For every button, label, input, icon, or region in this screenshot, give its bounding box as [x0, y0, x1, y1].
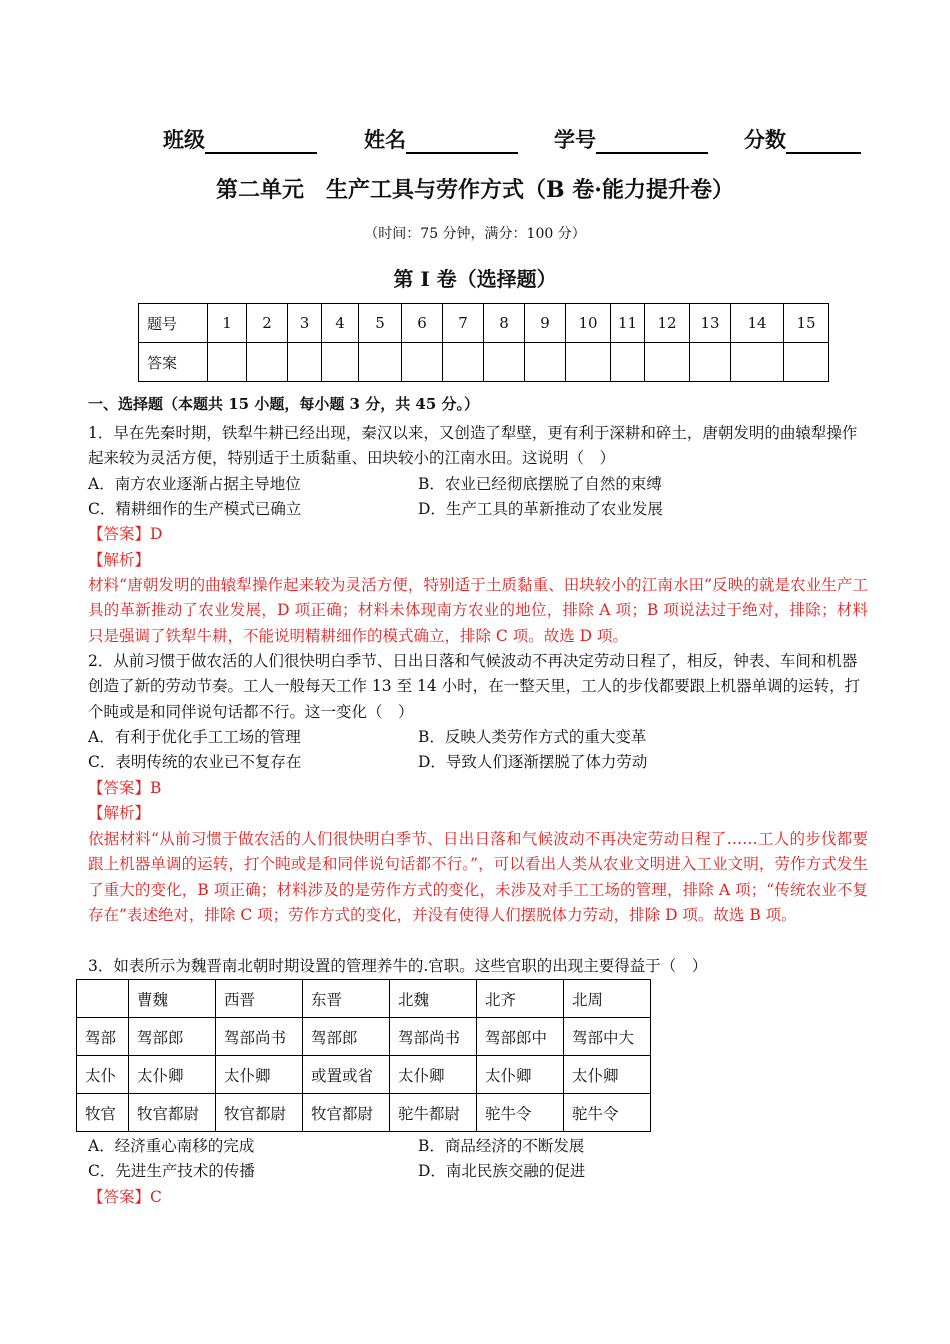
- answer-cell[interactable]: [359, 343, 402, 382]
- answer-grid-number-row: [139, 304, 829, 343]
- table-cell: 驾部郎: [129, 1018, 216, 1056]
- table-cell: 驾部郎中: [477, 1018, 564, 1056]
- question-number: 10: [566, 304, 611, 343]
- answer-cell[interactable]: [484, 343, 525, 382]
- question-number: 8: [484, 304, 525, 343]
- table-cell: 牧官都尉: [216, 1094, 303, 1132]
- table-header-cell: 曹魏: [129, 980, 216, 1018]
- table-cell: 牧官都尉: [129, 1094, 216, 1132]
- table-cell: 驼牛令: [564, 1094, 651, 1132]
- answer-cell[interactable]: [690, 343, 731, 382]
- q1-analysis-label: 【解析】: [88, 551, 151, 569]
- table-cell: 或置或省: [303, 1056, 390, 1094]
- q1-answer: 【答案】D: [88, 525, 163, 543]
- table-cell: 驼牛都尉: [390, 1094, 477, 1132]
- answer-grid: [138, 303, 829, 382]
- q1-option-b: B．农业已经彻底摆脱了自然的束缚: [418, 475, 662, 493]
- table-row: [77, 980, 651, 1018]
- q3-stem: 3．如表所示为魏晋南北朝时期设置的管理养牛的.官职。这些官职的出现主要得益于（ ）: [88, 957, 708, 975]
- table-header-cell: 北魏: [390, 980, 477, 1018]
- question-number: 15: [784, 304, 829, 343]
- answer-cell[interactable]: [645, 343, 690, 382]
- table-row: [77, 1018, 651, 1056]
- student-id-label: 学号: [554, 127, 596, 152]
- q2-option-c: C．表明传统的农业已不复存在: [88, 753, 302, 771]
- answer-grid-answer-row: [139, 343, 829, 382]
- student-id-blank[interactable]: [596, 130, 708, 154]
- q1-option-c: C．精耕细作的生产模式已确立: [88, 500, 302, 518]
- question-number: 9: [525, 304, 566, 343]
- answer-row-label: 答案: [139, 343, 208, 382]
- q2-option-d: D．导致人们逐渐摆脱了体力劳动: [418, 753, 648, 771]
- section-heading: 一、选择题（本题共 15 小题，每小题 3 分，共 45 分。）: [88, 395, 480, 413]
- table-cell: 驾部郎: [303, 1018, 390, 1056]
- question-number: 7: [443, 304, 484, 343]
- q3-option-b: B．商品经济的不断发展: [418, 1137, 585, 1155]
- q2-stem: 2．从前习惯于做农活的人们很快明白季节、日出日落和气候波动不再决定劳动日程了，相反，钟表、车间和机器创造了新的劳动节奏。工人一般每天工作 13 至 14 小时，在一整天里，工人的步伐都要跟上机器单调的运转，打个盹或是和同伴说句话都不行。这一变化（ ）: [88, 652, 861, 721]
- q2-answer: 【答案】B: [88, 779, 162, 797]
- answer-cell[interactable]: [525, 343, 566, 382]
- table-header-cell: 北周: [564, 980, 651, 1018]
- volume-title: 第 I 卷（选择题）: [393, 267, 557, 291]
- name-field: [364, 126, 518, 154]
- answer-cell[interactable]: [731, 343, 784, 382]
- table-cell: 太仆卿: [477, 1056, 564, 1094]
- exam-info: （时间：75 分钟，满分：100 分）: [364, 226, 586, 242]
- name-label: 姓名: [364, 127, 406, 152]
- table-header-cell: 西晋: [216, 980, 303, 1018]
- question-number: 11: [611, 304, 645, 343]
- score-blank[interactable]: [786, 130, 861, 154]
- table-cell: 驾部中大: [564, 1018, 651, 1056]
- question-number: 4: [322, 304, 359, 343]
- q3-official-table: [76, 979, 651, 1132]
- q2-option-b: B．反映人类劳作方式的重大变革: [418, 728, 647, 746]
- score-label: 分数: [744, 127, 786, 152]
- q3-option-a: A．经济重心南移的完成: [88, 1137, 255, 1155]
- answer-cell[interactable]: [402, 343, 443, 382]
- answer-cell[interactable]: [288, 343, 322, 382]
- q3-option-d: D．南北民族交融的促进: [418, 1162, 586, 1180]
- table-cell: 太仆卿: [129, 1056, 216, 1094]
- table-header-cell: 北齐: [477, 980, 564, 1018]
- table-header-cell: 东晋: [303, 980, 390, 1018]
- table-cell: 驾部尚书: [390, 1018, 477, 1056]
- table-cell: 驼牛令: [477, 1094, 564, 1132]
- answer-cell[interactable]: [247, 343, 288, 382]
- table-row: [77, 1056, 651, 1094]
- answer-cell[interactable]: [784, 343, 829, 382]
- q2-analysis: 依据材料“从前习惯于做农活的人们很快明白季节、日出日落和气候波动不再决定劳动日程了……工人的步伐都要跟上机器单调的运转，打个盹或是和同伴说句话都不行。”，可以看出人类从农业文明进入工业文明，劳作方式发生了重大的变化，B 项正确；材料涉及的是劳作方式的变化，未涉及对手工工场的管理，排除 A 项；“传统农业不复存在”表述绝对，排除 C 项；劳作方式的变化，并没有使得人们摆脱体力劳动，排除 D 项。故选 B 项。: [88, 830, 868, 925]
- question-number: 1: [208, 304, 247, 343]
- table-cell: 驾部: [77, 1018, 129, 1056]
- name-blank[interactable]: [406, 130, 518, 154]
- table-row: [77, 1094, 651, 1132]
- table-cell: 牧官: [77, 1094, 129, 1132]
- table-cell: 驾部尚书: [216, 1018, 303, 1056]
- table-header-cell: [77, 980, 129, 1018]
- question-number: 3: [288, 304, 322, 343]
- table-cell: 太仆卿: [216, 1056, 303, 1094]
- question-number: 13: [690, 304, 731, 343]
- question-number: 14: [731, 304, 784, 343]
- q1-stem: 1．早在先秦时期，铁犁牛耕已经出现，秦汉以来，又创造了犁壁，更有利于深耕和碎土，唐朝发明的曲辕犁操作起来较为灵活方便，特别适于土质黏重、田块较小的江南水田。这说明（ ）: [88, 424, 858, 468]
- answer-cell[interactable]: [611, 343, 645, 382]
- question-number: 12: [645, 304, 690, 343]
- q3-option-c: C．先进生产技术的传播: [88, 1162, 255, 1180]
- answer-cell[interactable]: [322, 343, 359, 382]
- table-cell: 牧官都尉: [303, 1094, 390, 1132]
- q1-option-a: A．南方农业逐渐占据主导地位: [88, 475, 301, 493]
- page-title: 第二单元 生产工具与劳作方式（B 卷·能力提升卷）: [216, 177, 734, 203]
- question-number: 6: [402, 304, 443, 343]
- class-label: 班级: [163, 127, 205, 152]
- table-cell: 太仆: [77, 1056, 129, 1094]
- table-cell: 太仆卿: [390, 1056, 477, 1094]
- q3-answer: 【答案】C: [88, 1188, 162, 1206]
- q1-option-d: D．生产工具的革新推动了农业发展: [418, 500, 663, 518]
- table-cell: 太仆卿: [564, 1056, 651, 1094]
- number-row-label: 题号: [139, 304, 208, 343]
- question-number: 5: [359, 304, 402, 343]
- answer-cell[interactable]: [208, 343, 247, 382]
- q2-option-a: A．有利于优化手工工场的管理: [88, 728, 301, 746]
- answer-cell[interactable]: [566, 343, 611, 382]
- class-field: [163, 126, 317, 154]
- score-field: [744, 126, 861, 154]
- question-number: 2: [247, 304, 288, 343]
- q1-analysis: 材料“唐朝发明的曲辕犁操作起来较为灵活方便，特别适于土质黏重、田块较小的江南水田”反映的就是农业生产工具的革新推动了农业发展，D 项正确；材料未体现南方农业的地位，排除 A 项；B 项说法过于绝对，排除；材料只是强调了铁犁牛耕，不能说明精耕细作的模式确立，排除 C 项。故选 D 项。: [88, 576, 868, 645]
- q2-analysis-label: 【解析】: [88, 804, 151, 822]
- class-blank[interactable]: [205, 130, 317, 154]
- student-id-field: [554, 126, 708, 154]
- answer-cell[interactable]: [443, 343, 484, 382]
